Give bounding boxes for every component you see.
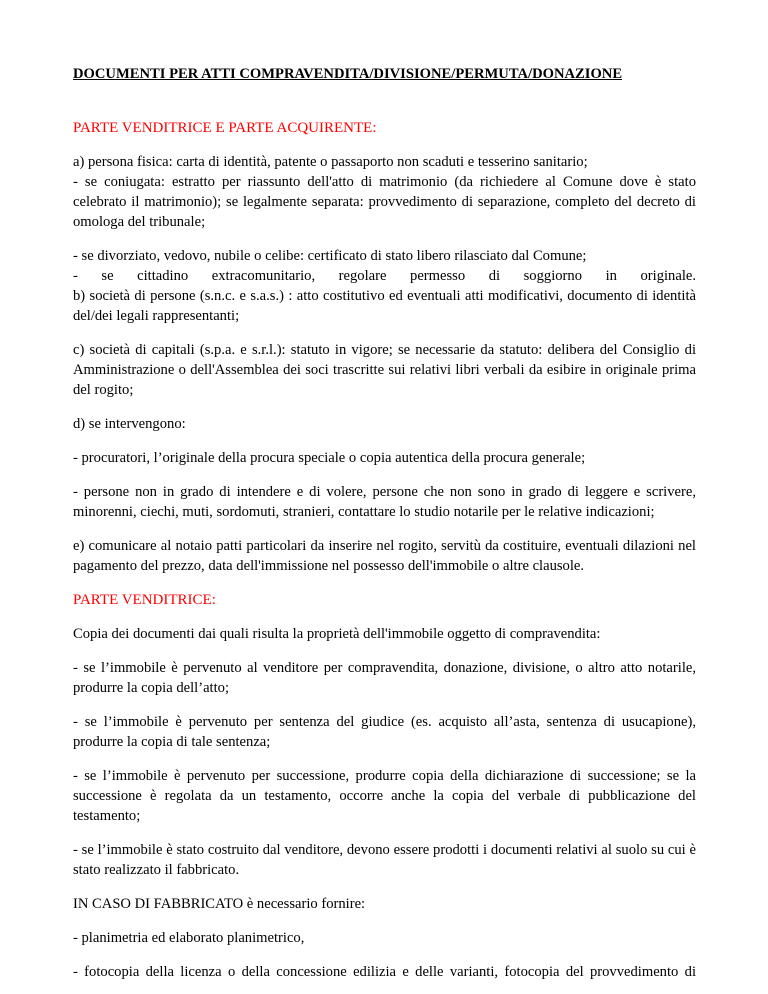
paragraph-societa-capitali <box>73 340 696 400</box>
paragraph-line: a) persona fisica: carta di identità, patente o passaporto non scaduti e tesserino sanitario; <box>73 154 588 170</box>
paragraph-line: - se l’immobile è pervenuto per successione, produrre copia della dichiarazione di successione; se la successione è regolata da un testamento, occorre anche la copia del verbale di pubblicazione del testamento; <box>73 768 696 824</box>
paragraph-line: - planimetria ed elaborato planimetrico, <box>73 930 305 946</box>
paragraph-persone-incapaci <box>73 482 696 522</box>
paragraph-line: IN CASO DI FABBRICATO è necessario fornire: <box>73 896 366 912</box>
paragraph-intervengono <box>73 414 696 434</box>
paragraph-copia-documenti <box>73 624 696 644</box>
paragraph-procuratori <box>73 448 696 468</box>
paragraph-sentenza <box>73 712 696 752</box>
paragraph-fabbricato-heading <box>73 894 696 914</box>
paragraph-patti-particolari <box>73 536 696 576</box>
paragraph-line: e) comunicare al notaio patti particolari da inserire nel rogito, servitù da costituire, eventuali dilazioni nel pagamento del prezzo, data dell'immissione nel possesso dell'immobile o altre clausole. <box>73 538 696 574</box>
paragraph-line: - se l’immobile è stato costruito dal venditore, devono essere prodotti i documenti relativi al suolo su cui è stato realizzato il fabbricato. <box>73 842 696 878</box>
paragraph-planimetria <box>73 928 696 948</box>
document-title: DOCUMENTI PER ATTI COMPRAVENDITA/DIVISIONE/PERMUTA/DONAZIONE <box>73 66 623 82</box>
paragraph-costruito <box>73 840 696 880</box>
section-heading-venditrice: PARTE VENDITRICE: <box>73 592 216 608</box>
paragraph-line: - se l’immobile è pervenuto al venditore per compravendita, donazione, divisione, o altro atto notarile, produrre la copia dell’atto; <box>73 660 696 696</box>
paragraph-line: - procuratori, l’originale della procura speciale o copia autentica della procura generale; <box>73 450 586 466</box>
paragraph-line: - persone non in grado di intendere e di volere, persone che non sono in grado di leggere e scrivere, minorenni, ciechi, muti, sordomuti, stranieri, contattare lo studio notarile per le relative indicazioni; <box>73 484 696 520</box>
paragraph-persona-fisica <box>73 152 696 232</box>
paragraph-line: - fotocopia della licenza o della concessione edilizia e delle varianti, fotocopia del provvedimento di <box>73 964 696 980</box>
paragraph-line: c) società di capitali (s.p.a. e s.r.l.): statuto in vigore; se necessarie da statuto: delibera del Consiglio di Amministrazione o dell'Assemblea dei soci trascritte sui relativi libri verbali da esibire in originale prima del rogito; <box>73 342 696 398</box>
paragraph-line: - se l’immobile è pervenuto per sentenza del giudice (es. acquisto all’asta, sentenza di usucapione), produrre la copia di tale sentenza; <box>73 714 696 750</box>
paragraph-atto-notarile <box>73 658 696 698</box>
paragraph-line: - se divorziato, vedovo, nubile o celibe: certificato di stato libero rilasciato dal Comune; <box>73 248 587 264</box>
section-heading-parties: PARTE VENDITRICE E PARTE ACQUIRENTE: <box>73 120 377 136</box>
paragraph-line: d) se intervengono: <box>73 416 186 432</box>
paragraph-line: b) società di persone (s.n.c. e s.a.s.) : atto costitutivo ed eventuali atti modificativi, documento di identità del/dei legali rappresentanti; <box>73 288 696 324</box>
paragraph-successione <box>73 766 696 826</box>
paragraph-line: - se coniugata: estratto per riassunto dell'atto di matrimonio (da richiedere al Comune dove è stato celebrato il matrimonio); se legalmente separata: provvedimento di separazione, completo del decreto di omologa del tribunale; <box>73 174 696 230</box>
paragraph-stato-civile <box>73 246 696 326</box>
paragraph-line: Copia dei documenti dai quali risulta la proprietà dell'immobile oggetto di compravendita: <box>73 626 601 642</box>
paragraph-licenza <box>73 962 696 982</box>
paragraph-line: - se cittadino extracomunitario, regolare permesso di soggiorno in originale. <box>73 268 696 284</box>
